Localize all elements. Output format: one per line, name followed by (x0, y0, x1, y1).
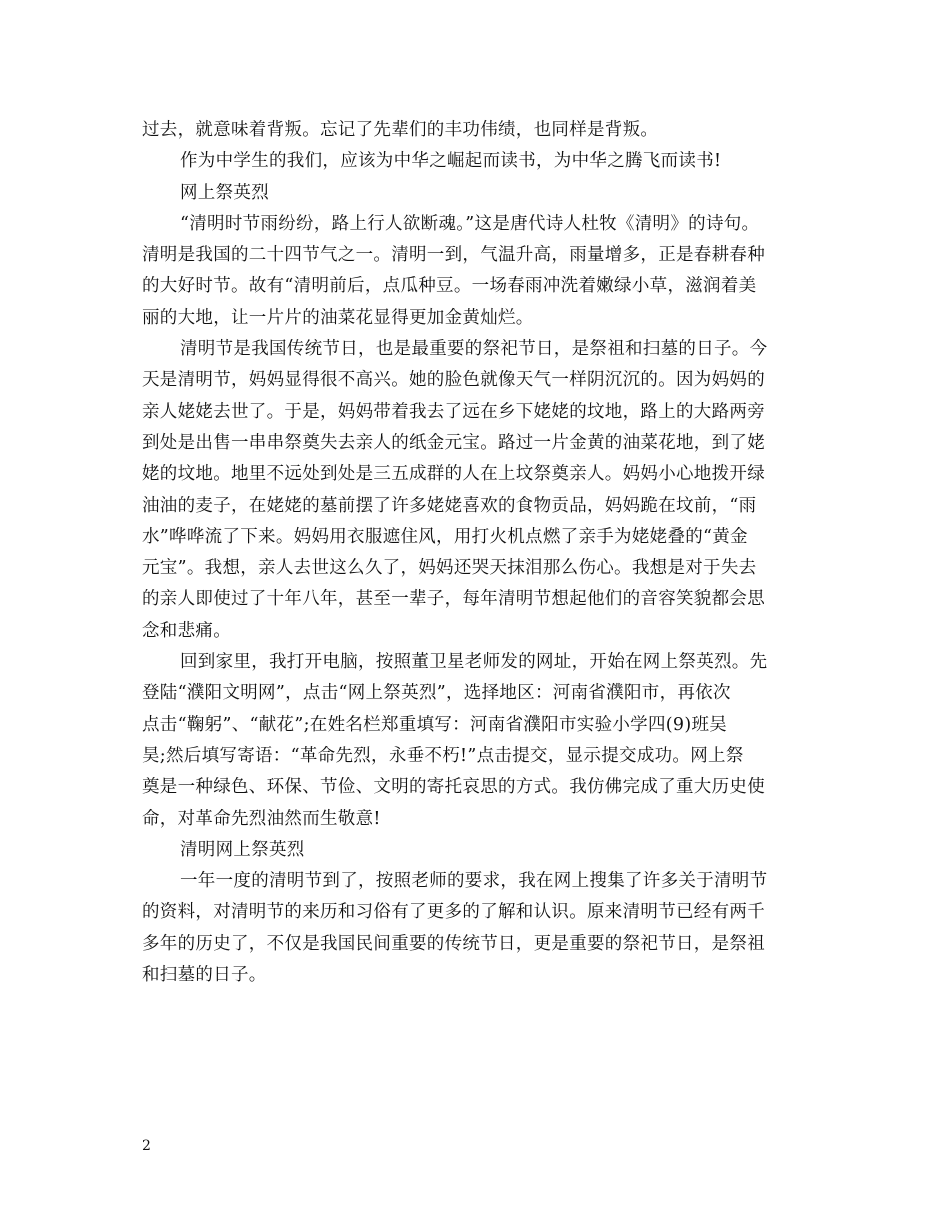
text-line: 元宝”。我想，亲人去世这么久了，妈妈还哭天抹泪那么伤心。我想是对于失去 (142, 558, 757, 579)
text-line: 登陆“濮阳文明网”，点击“网上祭英烈”，选择地区：河南省濮阳市，再依次 (142, 683, 731, 704)
page-number: 2 (142, 1138, 151, 1154)
text-line: “清明时节雨纷纷，路上行人欲断魂。”这是唐代诗人杜牧《清明》的诗句。 (180, 213, 760, 234)
text-line: 清明网上祭英烈 (180, 839, 305, 860)
text-line: 油油的麦子，在姥姥的墓前摆了许多姥姥喜欢的食物贡品，妈妈跪在坟前，“雨 (142, 495, 757, 516)
text-line: 清明是我国的二十四节气之一。清明一到，气温升高，雨量增多，正是春耕春种 (142, 245, 765, 266)
document-body (142, 115, 817, 991)
text-line: 到处是出售一串串祭奠失去亲人的纸金元宝。路过一片金黄的油菜花地，到了姥 (142, 432, 765, 453)
text-line: 清明节是我国传统节日，也是最重要的祭祀节日，是祭祖和扫墓的日子。今 (180, 339, 768, 360)
text-line: 亲人姥姥去世了。于是，妈妈带着我去了远在乡下姥姥的坟地，路上的大路两旁 (142, 401, 765, 422)
text-line: 网上祭英烈 (180, 182, 269, 203)
text-line: 丽的大地，让一片片的油菜花显得更加金黄灿烂。 (142, 307, 534, 328)
text-line: 点击“鞠躬”、“献花”;在姓名栏郑重填写：河南省濮阳市实验小学四(9)班吴 (142, 714, 728, 735)
text-line: 天是清明节，妈妈显得很不高兴。她的脸色就像天气一样阴沉沉的。因为妈妈的 (142, 370, 765, 391)
text-line: 的亲人即使过了十年八年，甚至一辈子，每年清明节想起他们的音容笑貌都会思 (142, 589, 765, 610)
text-line: 一年一度的清明节到了，按照老师的要求，我在网上搜集了许多关于清明节 (180, 871, 768, 892)
text-line: 的大好时节。故有“清明前后，点瓜种豆。一场春雨冲洗着嫩绿小草，滋润着美 (142, 276, 757, 297)
text-line: 姥的坟地。地里不远处到处是三五成群的人在上坟祭奠亲人。妈妈小心地拨开绿 (142, 464, 765, 485)
text-line: 回到家里，我打开电脑，按照董卫星老师发的网址，开始在网上祭英烈。先 (180, 652, 768, 673)
text-line: 昊;然后填写寄语：“革命先烈，永垂不朽!”点击提交，显示提交成功。网上祭 (142, 745, 744, 766)
text-line: 奠是一种绿色、环保、节俭、文明的寄托哀思的方式。我仿佛完成了重大历史使 (142, 777, 765, 798)
text-line: 和扫墓的日子。 (142, 965, 267, 986)
text-line: 命，对革命先烈油然而生敬意! (142, 808, 381, 829)
text-line: 多年的历史了，不仅是我国民间重要的传统节日，更是重要的祭祀节日，是祭祖 (142, 933, 765, 954)
text-line: 的资料，对清明节的来历和习俗有了更多的了解和认识。原来清明节已经有两千 (142, 902, 765, 923)
text-line: 作为中学生的我们，应该为中华之崛起而读书，为中华之腾飞而读书! (180, 151, 722, 172)
text-line: 水”哗哗流了下来。妈妈用衣服遮住风，用打火机点燃了亲手为姥姥叠的“黄金 (142, 526, 748, 547)
text-line: 过去，就意味着背叛。忘记了先辈们的丰功伟绩，也同样是背叛。 (142, 120, 659, 140)
text-line: 念和悲痛。 (142, 620, 231, 641)
